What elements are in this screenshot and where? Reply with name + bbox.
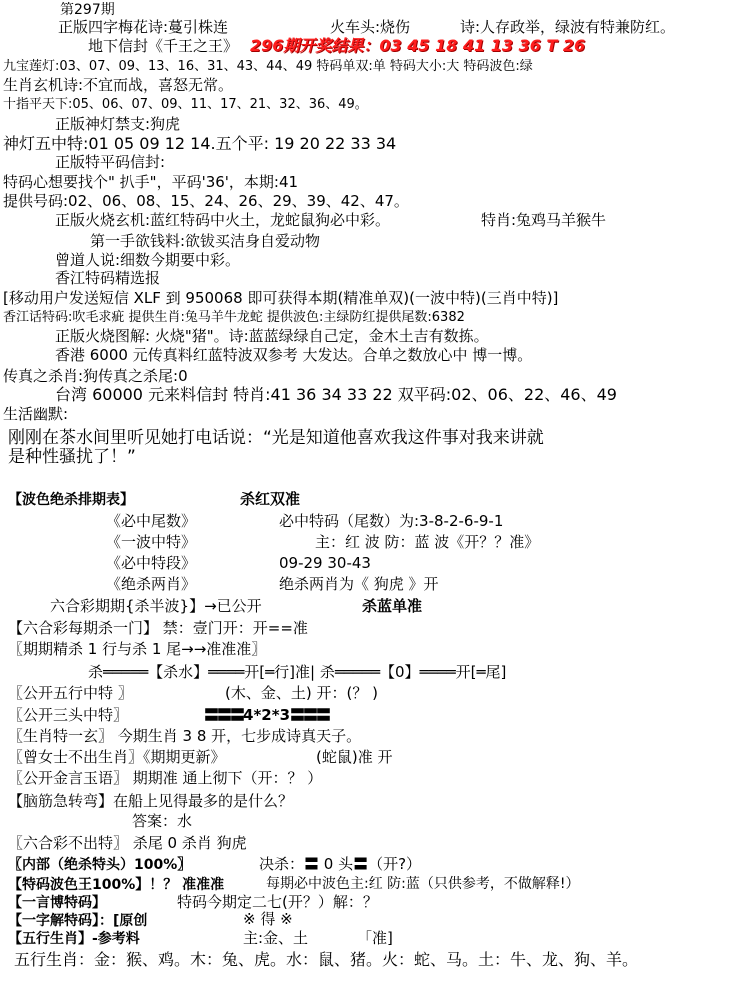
- no-special-line: 〖六合彩不出特〗 杀尾 0 杀肖 狗虎: [8, 834, 247, 852]
- zodiac-mystery-line: 〖生肖特一玄〗 今期生肖 3 8 开，七步成诗真天子。: [8, 727, 362, 745]
- one-word-value: 特码今期定二七(开？）解：？: [177, 893, 378, 911]
- xiangjiang-talk: 香江话特码:吹毛求疵 提供生肖:兔马羊牛龙蛇 提供波色:主绿防红提供尾数:6382: [3, 310, 465, 325]
- xiangjiang-title: 香江特码精选报: [55, 269, 161, 287]
- wave-label: 《一波中特》: [106, 533, 197, 551]
- sms-notice: [移动用户发送短信 XLF 到 950068 即可获得本期(精准单双)(一波中特)(三肖中特)]: [3, 289, 559, 307]
- segment-value: 09-29 30-43: [279, 554, 371, 572]
- lamp-ban-line: 正版神灯禁支:狗虎: [55, 115, 181, 133]
- wave-king-value: 每期必中波色主:红 防:蓝（只供参考，不做解释!）: [266, 876, 580, 892]
- inner-kill-value: 决杀：〓 0 头〓（开?）: [259, 855, 422, 873]
- five-zodiac-mark: 「准]: [357, 929, 393, 947]
- zodiac-poem-line: 生肖玄机诗:不宜而战，喜怒无常。: [3, 76, 234, 94]
- five-zodiac-label: 【五行生肖】-参考料: [8, 931, 140, 947]
- three-head-value: [204, 708, 329, 723]
- wave-king-label: 【特码波色王100%】！？ 准准准: [8, 877, 225, 893]
- plum-poem-line: 正版四字梅花诗:蔓引株连: [58, 18, 229, 36]
- train-head: 火车头:烧伤: [330, 18, 411, 36]
- fax-kill: 传真之杀肖:狗传真之杀尾:0: [3, 367, 188, 385]
- taoist-line: 曾道人说:细数今期要中彩。: [55, 251, 241, 269]
- two-kill-label: 《绝杀两肖》: [106, 575, 197, 593]
- fire-line: 正版火烧玄机:蓝红特码中火土，龙蛇鼠狗必中彩。: [55, 211, 391, 229]
- hk-fax: 香港 6000 元传真料红蓝特波双参考 大发达。合单之数放心中 博一博。: [55, 346, 533, 364]
- lamp-five-line: 神灯五中特:01 05 09 12 14.五个平: 19 20 22 33 34: [3, 134, 397, 153]
- envelope-title: 地下信封《千王之王》: [88, 37, 239, 55]
- lotus-lamp-line: 九宝莲灯:03、07、09、13、16、31、43、44、49 特码单双:单 特码大小:大 特码波色:绿: [3, 59, 533, 74]
- humor-title: 生活幽默:: [3, 405, 69, 423]
- three-head-number: 4*2*3: [243, 706, 291, 724]
- kill-door-line: 【六合彩每期杀一门】 禁：壹门开：开==准: [8, 619, 308, 637]
- numbers-line: 提供号码:02、06、08、15、24、26、29、39、42、47。: [3, 192, 409, 210]
- first-hand-line: 第一手欲钱料:欲钹买洁身自爱动物: [90, 232, 321, 250]
- two-kill-value: 绝杀两肖为《 狗虎 》开: [279, 575, 439, 593]
- ten-fingers-line: 十指平天下:05、06、07、09、11、17、21、32、36、49。: [3, 97, 368, 112]
- poem-text: 诗:人存政举，绿波有特兼防红。: [460, 18, 676, 36]
- draw-result: 296期开奖结果：03 45 18 41 13 36 T 26: [250, 36, 586, 55]
- kill-red: 杀红双准: [240, 490, 301, 508]
- wave-kill-title: 【波色绝杀排期表】: [8, 492, 134, 508]
- wave-value: 主：红 波 防：蓝 波《开？？准》: [315, 533, 540, 551]
- inner-kill-label: 〖内部（绝杀特头）100%〗: [8, 857, 192, 873]
- tail-label: 《必中尾数》: [106, 512, 197, 530]
- tail-value: 必中特码（尾数）为:3-8-2-6-9-1: [279, 512, 504, 530]
- thief-line: 特码心想要找个" 扒手"，平码'36'，本期:41: [3, 173, 299, 191]
- kill-row-tail-line: 杀═════【杀水】════开[═行]准| 杀═════【0】════开[═尾]: [88, 663, 507, 681]
- one-word-label: 【一言博特码】: [8, 895, 106, 911]
- ms-zeng-label: 〖曾女士不出生肖〗《期期更新》: [8, 748, 226, 766]
- five-zodiac-list: 五行生肖：金：猴、鸡。木：兔、虎。水：鼠、猪。火：蛇、马。土：牛、龙、狗、羊。: [14, 950, 639, 969]
- taiwan-line: 台湾 60000 元来料信封 特肖:41 36 34 33 22 双平码:02、06、22、46、49: [55, 385, 617, 404]
- special-zodiac: 特肖:兔鸡马羊猴牛: [481, 211, 607, 229]
- bar-decoration-left: 〓〓〓: [204, 706, 244, 724]
- five-element-label: 〖公开五行中特 〗: [8, 684, 133, 702]
- brain-answer: 答案：水: [132, 812, 193, 830]
- half-wave-line: 六合彩期期{杀半波}】→已公开: [50, 597, 262, 615]
- envelope-line: 正版特平码信封:: [55, 153, 166, 171]
- joke-line-2: 是种性骚扰了！”: [8, 447, 136, 467]
- kill-blue: 杀蓝单准: [362, 597, 423, 615]
- fire-diagram: 正版火烧图解: 火烧"猪"。诗:蓝蓝绿绿自己定，金木土吉有数拣。: [55, 327, 489, 345]
- one-char-value: ※ 得 ※: [243, 910, 293, 928]
- issue-title: 第297期: [60, 2, 115, 18]
- one-char-label: 【一字解特码】：[原创: [8, 913, 148, 929]
- joke-line-1: 刚刚在茶水间里听见她打电话说：“光是知道他喜欢我这件事对我来讲就: [8, 428, 544, 448]
- kill-row-tail-title: 〖期期精杀 1 行与杀 1 尾→→准准准〗: [8, 640, 267, 658]
- brain-teaser: 【脑筋急转弯】在船上见得最多的是什么？: [8, 792, 294, 810]
- golden-words-line: 〖公开金言玉语〗 期期准 通上彻下（开：？ ）: [8, 769, 323, 787]
- three-head-label: 〖公开三头中特〗: [8, 706, 129, 724]
- bar-decoration-right: 〓〓〓: [290, 706, 330, 724]
- five-zodiac-main: 主:金、土: [243, 929, 309, 947]
- five-element-value: (木、金、土) 开：(？ ): [225, 684, 378, 702]
- ms-zeng-value: (蛇鼠)准 开: [316, 748, 393, 766]
- segment-label: 《必中特段》: [106, 554, 197, 572]
